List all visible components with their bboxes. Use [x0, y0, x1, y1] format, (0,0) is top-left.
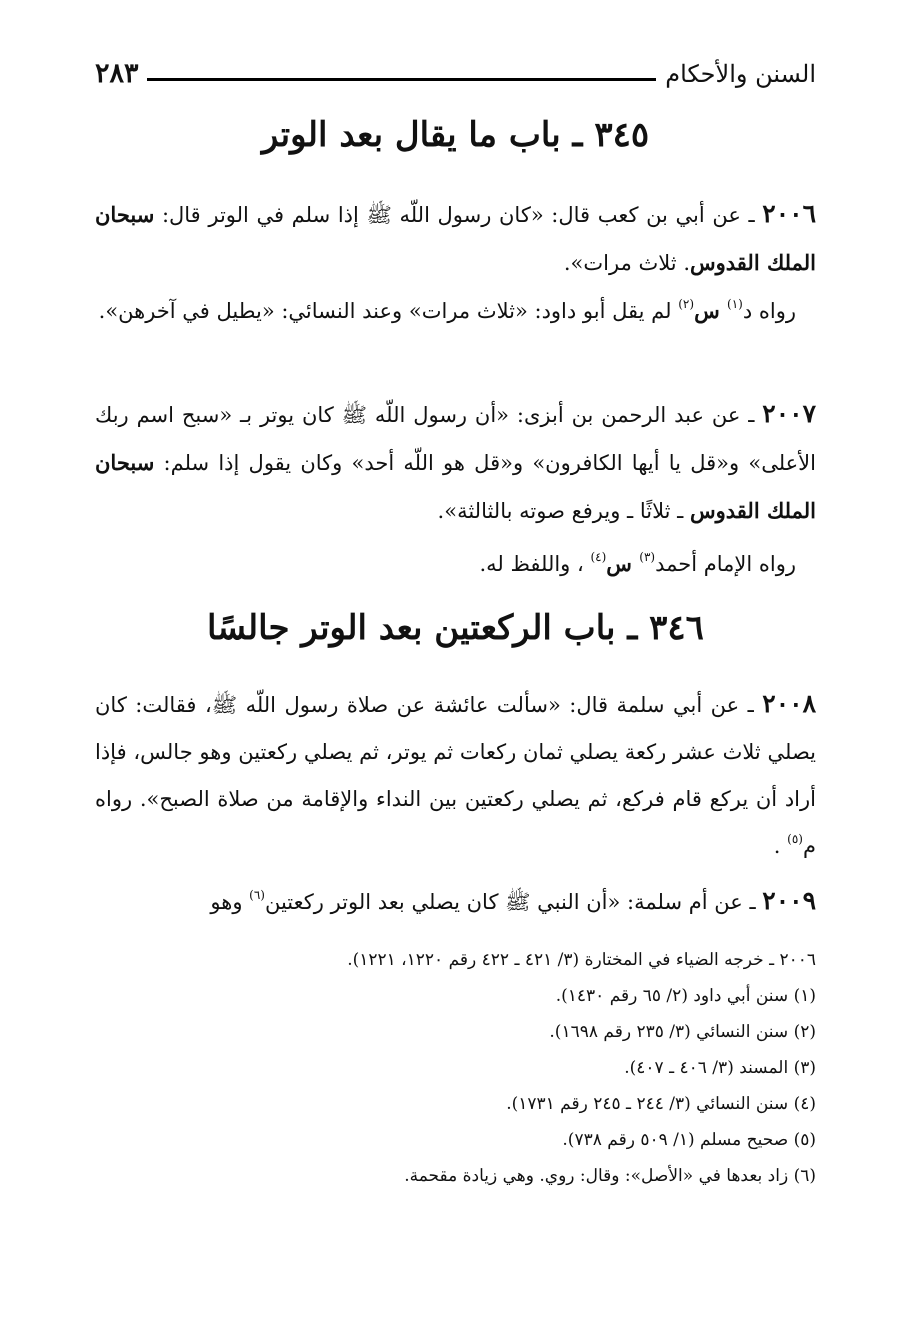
hadith-2009: [95, 877, 816, 926]
chapter-heading-346: ٣٤٦ ـ باب الركعتين بعد الوتر جالسًا: [207, 608, 704, 648]
footnote: (٣) المسند (٣/ ٤٠٦ ـ ٤٠٧).: [624, 1058, 816, 1078]
footnote: (٢) سنن النسائي (٣/ ٢٣٥ رقم ١٦٩٨).: [549, 1022, 816, 1042]
footnote-ref[interactable]: (٢): [678, 297, 695, 311]
hadith-number: ٢٠٠٧: [762, 399, 816, 428]
hadith-text: ـ عن عبد الرحمن بن أبزى: «أن رسول اللّه ﷺ كان يوتر بـ «سبح اسم ربك الأعلى» و«قل يا أيها الكافرون» و«قل هو اللّه أحد» وكان يقول إذا سلم:: [95, 403, 816, 475]
narrator-code: س: [606, 551, 640, 576]
dhikr-phrase: سبحان الملك القدوس: [95, 450, 816, 523]
hadith-text: .: [773, 834, 788, 858]
footnote-ref[interactable]: (٣): [639, 550, 656, 564]
dhikr-phrase: سبحان الملك القدوس: [95, 202, 816, 275]
footnote-ref[interactable]: (٥): [787, 832, 803, 846]
page-number: ٢٨٣: [95, 58, 139, 89]
footnote: ٢٠٠٦ ـ خرجه الضياء في المختارة (٣/ ٤٢١ ـ ٤٢٢ رقم ١٢٢٠، ١٢٢١).: [347, 950, 816, 970]
running-title: السنن والأحكام: [665, 60, 816, 88]
narration-text: رواه د: [742, 299, 796, 323]
hadith-2008: [95, 680, 816, 870]
running-header: [95, 60, 816, 100]
narration-2007: [95, 540, 816, 588]
hadith-2006: [95, 190, 816, 287]
chapter-heading-345: ٣٤٥ ـ باب ما يقال بعد الوتر: [261, 115, 650, 155]
header-rule: [147, 78, 656, 81]
hadith-number: ٢٠٠٩: [762, 886, 816, 915]
narrator-code: س: [694, 298, 728, 323]
hadith-text: . ثلاث مرات».: [563, 251, 690, 275]
hadith-2007: [95, 390, 816, 535]
footnotes: [95, 942, 816, 1194]
footnote-ref[interactable]: (٦): [249, 888, 265, 902]
hadith-number: ٢٠٠٦: [762, 199, 816, 228]
footnote: (١) سنن أبي داود (٢/ ٦٥ رقم ١٤٣٠).: [555, 986, 816, 1006]
hadith-text: ـ عن أبي بن كعب قال: «كان رسول اللّه ﷺ إذا سلم في الوتر قال:: [161, 203, 763, 227]
hadith-text: وهو: [210, 890, 250, 914]
narration-text: لم يقل أبو داود: «ثلاث مرات» وعند النسائي: «يطيل في آخرهن».: [98, 299, 679, 323]
hadith-number: ٢٠٠٨: [762, 689, 816, 718]
footnote-ref[interactable]: (١): [727, 297, 743, 311]
narration-2006: [95, 287, 816, 335]
narration-text: رواه الإمام أحمد: [655, 552, 796, 576]
narration-text: ، واللفظ له.: [479, 552, 591, 576]
hadith-text: ـ عن أم سلمة: «أن النبي ﷺ كان يصلي بعد الوتر ركعتين: [264, 890, 763, 914]
hadith-text: ـ عن أبي سلمة قال: «سألت عائشة عن صلاة رسول اللّه ﷺ، فقالت: كان يصلي ثلاث عشر ركعة يصلي ثمان ركعات ثم يوتر، ثم يصلي ركعتين وهو جالس، فإذا أراد أن يركع قام فركع، ثم يصلي ركعتين بين النداء والإقامة من صلاة الصبح». رواه م: [95, 693, 816, 858]
footnote: (٥) صحيح مسلم (١/ ٥٠٩ رقم ٧٣٨).: [562, 1130, 816, 1150]
footnote: (٦) زاد بعدها في «الأصل»: وقال: روي. وهي زيادة مقحمة.: [404, 1166, 816, 1186]
footnote-ref[interactable]: (٤): [590, 550, 607, 564]
hadith-text: ـ ثلاثًا ـ ويرفع صوته بالثالثة».: [437, 499, 690, 523]
footnote: (٤) سنن النسائي (٣/ ٢٤٤ ـ ٢٤٥ رقم ١٧٣١).: [506, 1094, 816, 1114]
